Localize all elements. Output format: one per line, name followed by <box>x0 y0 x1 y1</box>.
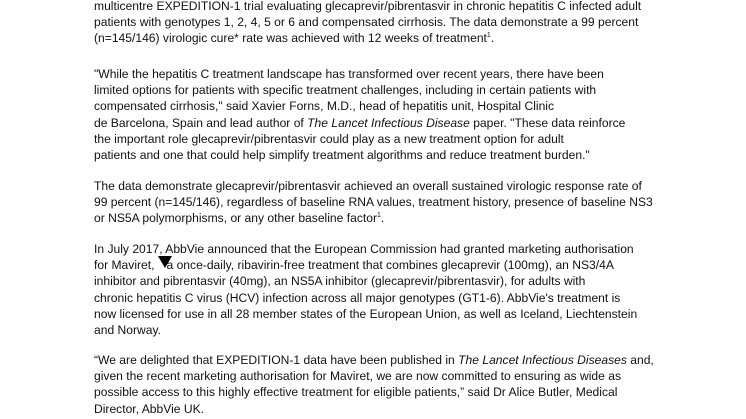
text-line: patients with genotypes 1, 2, 4, 5 or 6 and compensated cirrhosis. The data demonstrate a 99 percent <box>94 15 639 30</box>
text-segment: a once-daily, ribavirin-free treatment that combines glecaprevir (100mg), an NS3/4A <box>166 258 614 273</box>
text-line <box>94 210 734 226</box>
text-line: In July 2017, AbbVie announced that the European Commission had granted marketing authorisation <box>94 242 634 256</box>
text-segment: and, <box>626 353 654 367</box>
text-line <box>94 257 734 273</box>
paragraph-forns-quote <box>94 66 734 163</box>
journal-title: The Lancet Infectious Disease <box>307 115 470 130</box>
text-line: limited options for patients with specific treatment challenges, including in certain patients with <box>94 83 597 98</box>
text-line <box>94 352 734 368</box>
text-line: multicentre EXPEDITION-1 trial evaluating glecaprevir/pibrentasvir in chronic hepatitis C infected adult <box>94 0 642 13</box>
text-line: patients and one that could help simplify treatment algorithms and reduce treatment burden." <box>94 148 590 163</box>
text-line: and Norway. <box>94 323 161 338</box>
text-segment: (n=145/146) virologic cure* rate was achieved with 12 weeks of treatment <box>94 31 487 46</box>
text-line: now licensed for use in all 28 member states of the European Union, as well as Iceland, Liechtenstein <box>94 306 638 321</box>
journal-title: The Lancet Infectious Diseases <box>458 353 627 367</box>
text-segment: . <box>490 31 495 46</box>
text-line: the important role glecaprevir/pibrentasvir could play as a new treatment option for adult <box>94 131 564 146</box>
text-segment: “We are delighted that EXPEDITION-1 data have been published in <box>94 353 459 367</box>
text-line: Director, AbbVie UK. <box>94 401 205 416</box>
text-line: compensated cirrhosis," said Xavier Forns, M.D., head of hepatitis unit, Hospital Clinic <box>94 99 555 114</box>
paragraph-marketing-authorisation <box>94 241 734 338</box>
text-line: chronic hepatitis C virus (HCV) infection across all major genotypes (GT1-6). AbbVie's treatment is <box>94 290 621 305</box>
text-segment: de Barcelona, Spain and lead author of <box>94 115 308 130</box>
text-line: 99 percent (n=145/146), regardless of baseline RNA values, treatment history, presence of baseline NS3 <box>94 195 653 210</box>
footnote-reference: 1 <box>486 32 491 40</box>
text-segment: or NS5A polymorphisms, or any other baseline factor <box>94 211 377 226</box>
cursor-triangle-icon <box>158 256 172 268</box>
text-segment: . <box>380 211 385 226</box>
text-line: given the recent marketing authorisation for Maviret, we are now committed to ensuring as wide as <box>94 369 622 384</box>
text-line: The data demonstrate glecaprevir/pibrentasvir achieved an overall sustained virologic response rate of <box>94 179 642 193</box>
text-line <box>94 115 734 131</box>
footnote-reference: 1 <box>377 212 381 220</box>
paragraph-butler-quote <box>94 352 734 417</box>
text-line: inhibitor and pibrentasvir (40mg), an NS5A inhibitor (glecaprevir/pibrentasvir), for adults with <box>94 274 586 289</box>
text-segment: for Maviret, <box>94 258 155 273</box>
text-line: possible access to this highly effective treatment for eligible patients,” said Dr Alice Butler, Medical <box>94 385 618 400</box>
text-line <box>94 30 734 46</box>
paragraph-svr-data <box>94 178 734 227</box>
paragraph-trial-results <box>94 0 734 47</box>
text-line: "While the hepatitis C treatment landscape has transformed over recent years, there have been <box>94 67 604 81</box>
text-segment: paper. "These data reinforce <box>469 115 626 130</box>
